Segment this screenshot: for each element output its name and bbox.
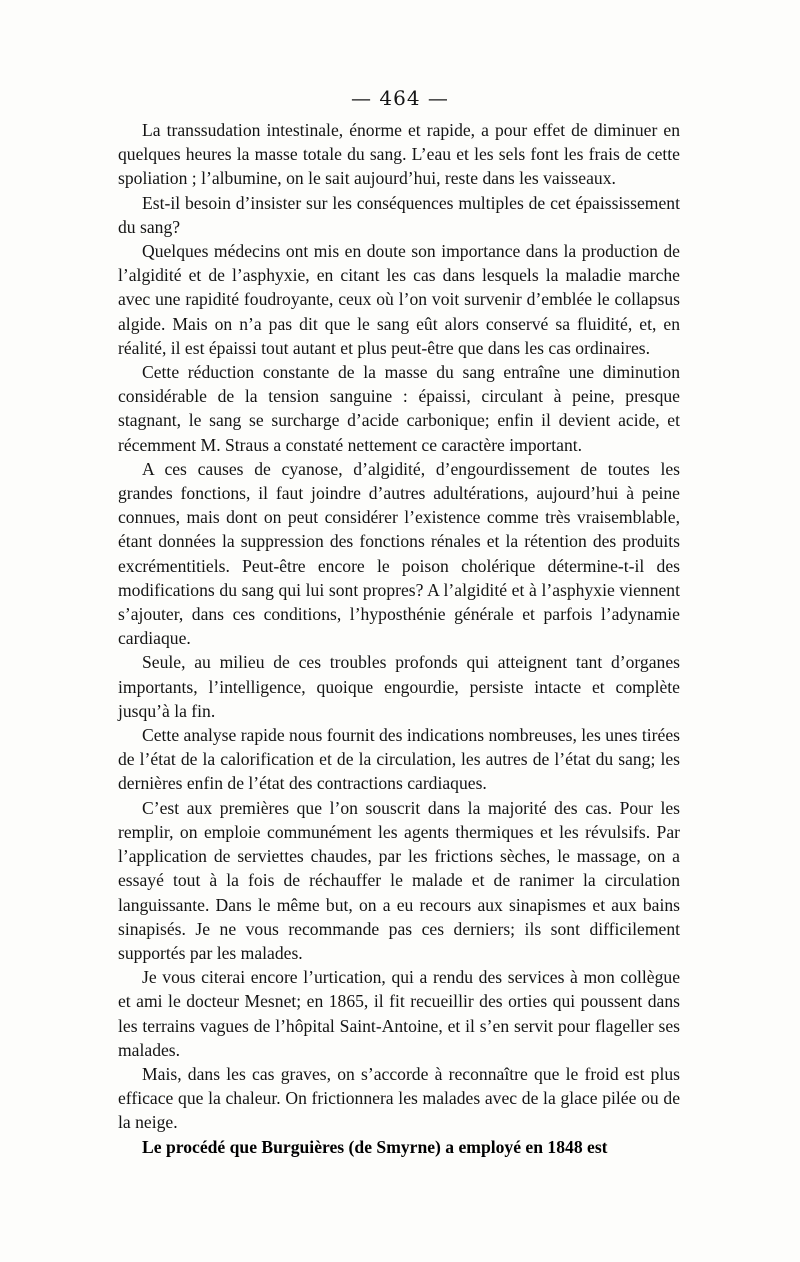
paragraph-last-line: Le procédé que Burguières (de Smyrne) a employé en 1848 est (142, 1136, 608, 1157)
paragraph: Est-il besoin d’insister sur les conséquences multiples de cet épaississement du sang? (118, 192, 680, 237)
paragraph: Seule, au milieu de ces troubles profonds qui atteignent tant d’organes importants, l’intelligence, quoique engourdie, persiste intacte et complète jusqu’à la fin. (118, 652, 680, 721)
paragraph: Quelques médecins ont mis en doute son importance dans la production de l’algidité et de l’asphyxie, en citant les cas dans lesquels la maladie marche avec une rapidité foudroyante, ceux où l’on voit survenir d’emblée le collapsus algide. Mais on n’a pas dit que le sang eût alors conservé sa fluidité, et, en réalité, il est épaissi tout autant et plus peut-être que dans les cas ordinaires. (118, 241, 680, 358)
page-number: — 464 — (351, 86, 449, 110)
body-text (118, 118, 680, 1159)
paragraph: Je vous citerai encore l’urtication, qui a rendu des services à mon collègue et ami le docteur Mesnet; en 1865, il fit recueillir des orties qui poussent dans les terrains vagues de l’hôpital Saint-Antoine, et il s’en servit pour flageller ses malades. (118, 967, 680, 1060)
paragraph: La transsudation intestinale, énorme et rapide, a pour effet de diminuer en quelques heures la masse totale du sang. L’eau et les sels font les frais de cette spoliation ; l’albumine, on le sait aujourd’hui, reste dans les vaisseaux. (118, 120, 680, 189)
paragraph: C’est aux premières que l’on souscrit dans la majorité des cas. Pour les remplir, on emploie communément les agents thermiques et les révulsifs. Par l’application de serviettes chaudes, par les frictions sèches, le massage, on a essayé tout à la fois de réchauffer le malade et de ranimer la circulation languissante. Dans le même but, on a eu recours aux sinapismes et aux bains sinapisés. Je ne vous recommande pas ces derniers; ils sont difficilement supportés par les malades. (118, 797, 680, 963)
paragraph: Cette réduction constante de la masse du sang entraîne une diminution considérable de la tension sanguine : épaissi, circulant à peine, presque stagnant, le sang se surcharge d’acide carbonique; enfin il devient acide, et récemment M. Straus a constaté nettement ce caractère important. (118, 362, 680, 455)
paragraph: Cette analyse rapide nous fournit des indications nombreuses, les unes tirées de l’état de la calorification et de la circulation, les autres de l’état du sang; les dernières enfin de l’état des contractions cardiaques. (118, 725, 680, 794)
paragraph: A ces causes de cyanose, d’algidité, d’engourdissement de toutes les grandes fonctions, il faut joindre d’autres adultérations, aujourd’hui à peine connues, mais dont on peut considérer l’existence comme très vraisemblable, étant données la suppression des fonctions rénales et la rétention des produits excrémentitiels. Peut-être encore le poison cholérique détermine-t-il des modifications du sang qui lui sont propres? A l’algidité et à l’asphyxie viennent s’ajouter, dans ces conditions, l’hyposthénie générale et parfois l’adynamie cardiaque. (118, 458, 680, 649)
paragraph: Mais, dans les cas graves, on s’accorde à reconnaître que le froid est plus efficace que la chaleur. On frictionnera les malades avec de la glace pilée ou de la neige. (118, 1063, 680, 1133)
